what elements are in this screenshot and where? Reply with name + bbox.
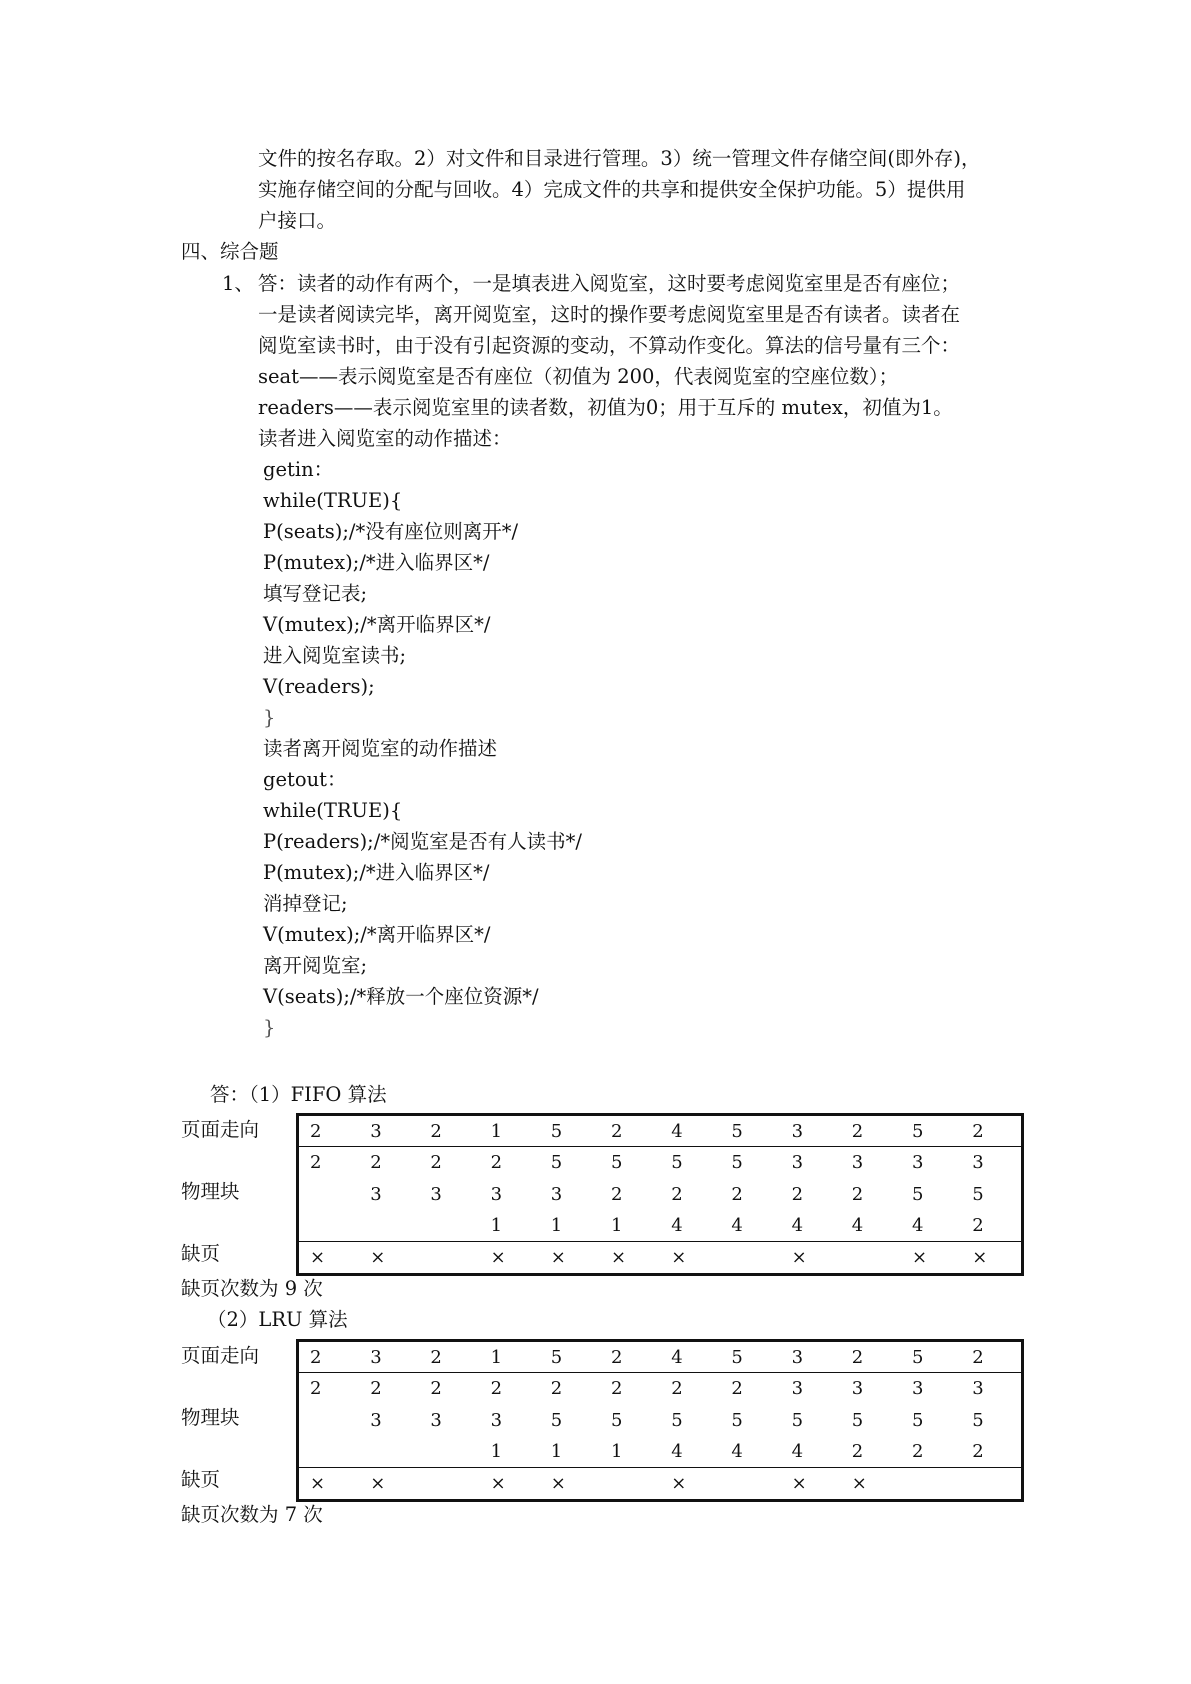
fifo-caption: 答：（1）FIFO 算法 — [210, 1083, 387, 1106]
lru-divider — [299, 1372, 1021, 1373]
code-line: V(mutex);/*离开临界区*/ — [263, 923, 491, 946]
code-line: getout： — [263, 768, 347, 791]
lru-cell-block-3: 1 — [550, 1441, 563, 1463]
fifo-cell-fault — [731, 1242, 791, 1274]
fifo-cell-block-1: 2 — [430, 1152, 442, 1174]
lru-cell-block-1: 3 — [912, 1378, 924, 1400]
lru-cell-block-2 — [310, 1405, 370, 1437]
fifo-cell-block-2: 3 — [430, 1183, 442, 1205]
fifo-cell-fault: × — [972, 1246, 988, 1268]
lru-cell-block-3 — [310, 1436, 370, 1468]
fifo-cell-sequence: 2 — [611, 1121, 623, 1142]
lru-cell-block-2: 5 — [791, 1409, 804, 1431]
fifo-cell-block-3: 1 — [490, 1215, 503, 1237]
lru-cell-sequence: 1 — [490, 1347, 503, 1368]
fifo-cell-block-2: 3 — [370, 1183, 382, 1205]
lru-cell-block-3: 2 — [851, 1441, 864, 1463]
fifo-cell-sequence: 2 — [430, 1121, 442, 1142]
intro-line-3: 户接口。 — [258, 209, 337, 232]
fifo-label-blocks: 物理块 — [181, 1180, 240, 1203]
lru-cell-block-1: 2 — [490, 1378, 503, 1400]
fifo-cell-sequence: 2 — [972, 1121, 984, 1142]
answer-line-2: 一是读者阅读完毕，离开阅览室，这时的操作要考虑阅览室里是否有读者。读者在 — [258, 303, 961, 326]
code-close-brace: } — [263, 1016, 276, 1039]
lru-cell-block-3: 2 — [912, 1441, 924, 1463]
answer-line-5: readers——表示阅览室里的读者数，初值为0；用于互斥的 mutex，初值为1。 — [258, 396, 953, 419]
fifo-label-fault: 缺页 — [181, 1242, 221, 1265]
lru-cell-block-2: 5 — [671, 1409, 683, 1431]
fifo-cell-block-2: 5 — [972, 1183, 984, 1205]
lru-cell-block-3 — [430, 1436, 490, 1468]
lru-label-sequence: 页面走向 — [181, 1344, 260, 1367]
lru-cell-block-1: 2 — [550, 1378, 563, 1400]
fifo-cell-block-3: 4 — [912, 1215, 924, 1237]
code-line: P(seats);/*没有座位则离开*/ — [263, 520, 519, 543]
fifo-cell-block-1: 2 — [310, 1152, 322, 1174]
lru-divider — [299, 1467, 1021, 1468]
lru-cell-block-1: 2 — [310, 1378, 322, 1400]
fifo-cell-block-2 — [310, 1179, 370, 1211]
lru-cell-block-1: 3 — [851, 1378, 864, 1400]
fifo-cell-block-1: 2 — [490, 1152, 503, 1174]
lru-cell-block-1: 2 — [611, 1378, 623, 1400]
fifo-cell-block-1: 3 — [912, 1152, 924, 1174]
lru-cell-block-2: 5 — [550, 1409, 563, 1431]
fifo-cell-block-2: 2 — [731, 1183, 743, 1205]
lru-cell-sequence: 5 — [550, 1347, 563, 1368]
code-close-brace: } — [263, 706, 276, 729]
fifo-cell-fault: × — [310, 1246, 326, 1268]
code-line: 进入阅览室读书; — [263, 644, 407, 667]
fifo-row-block-1 — [299, 1147, 1021, 1179]
lru-cell-fault — [731, 1468, 791, 1500]
fifo-cell-fault: × — [791, 1246, 807, 1268]
lru-cell-sequence: 5 — [731, 1347, 743, 1368]
fifo-cell-sequence: 3 — [791, 1121, 804, 1142]
fifo-cell-block-3 — [430, 1210, 490, 1242]
fifo-summary: 缺页次数为 9 次 — [181, 1277, 323, 1300]
fifo-cell-block-3 — [310, 1210, 370, 1242]
code-line: while(TRUE){ — [263, 489, 403, 512]
fifo-cell-block-2: 2 — [611, 1183, 623, 1205]
answer-line-4: seat——表示阅览室是否有座位（初值为 200，代表阅览室的空座位数）； — [258, 365, 899, 388]
fifo-cell-block-3: 1 — [550, 1215, 563, 1237]
lru-summary: 缺页次数为 7 次 — [181, 1503, 323, 1526]
fifo-cell-sequence: 3 — [370, 1121, 382, 1142]
lru-row-block-1 — [299, 1373, 1021, 1405]
fifo-label-sequence: 页面走向 — [181, 1118, 260, 1141]
lru-cell-block-3: 1 — [490, 1441, 503, 1463]
code-line: 离开阅览室; — [263, 954, 368, 977]
lru-cell-fault: × — [310, 1472, 326, 1494]
fifo-cell-sequence: 1 — [490, 1121, 503, 1142]
lru-cell-block-2: 5 — [972, 1409, 984, 1431]
lru-cell-block-2: 5 — [851, 1409, 864, 1431]
lru-cell-fault: × — [370, 1472, 386, 1494]
fifo-divider — [299, 1241, 1021, 1242]
lru-cell-block-2: 3 — [430, 1409, 442, 1431]
lru-cell-sequence: 2 — [972, 1347, 984, 1368]
lru-cell-block-1: 2 — [671, 1378, 683, 1400]
fifo-cell-block-3: 4 — [671, 1215, 683, 1237]
fifo-cell-sequence: 2 — [310, 1121, 322, 1142]
fifo-cell-block-3: 1 — [611, 1215, 623, 1237]
fifo-cell-fault: × — [611, 1246, 627, 1268]
code-line: P(mutex);/*进入临界区*/ — [263, 551, 490, 574]
lru-cell-block-2: 3 — [370, 1409, 382, 1431]
fifo-cell-block-2: 2 — [671, 1183, 683, 1205]
fifo-cell-block-2: 2 — [791, 1183, 804, 1205]
fifo-cell-fault — [852, 1242, 912, 1274]
intro-line-1: 文件的按名存取。2）对文件和目录进行管理。3）统一管理文件存储空间(即外存)， — [258, 147, 981, 170]
lru-row-block-2 — [299, 1405, 1021, 1437]
code-line: P(readers);/*阅览室是否有人读书*/ — [263, 830, 582, 853]
fifo-cell-sequence: 4 — [671, 1121, 683, 1142]
fifo-cell-block-1: 3 — [972, 1152, 984, 1174]
lru-cell-block-3 — [370, 1436, 430, 1468]
lru-cell-sequence: 3 — [791, 1347, 804, 1368]
fifo-cell-sequence: 2 — [851, 1121, 864, 1142]
fifo-cell-fault: × — [490, 1246, 506, 1268]
lru-cell-block-3: 4 — [791, 1441, 804, 1463]
code-line: getin： — [263, 458, 334, 481]
lru-cell-fault: × — [791, 1472, 807, 1494]
intro-line-2: 实施存储空间的分配与回收。4）完成文件的共享和提供安全保护功能。5）提供用 — [258, 178, 966, 201]
fifo-cell-block-1: 3 — [851, 1152, 864, 1174]
lru-row-block-3 — [299, 1436, 1021, 1468]
fifo-cell-block-3: 4 — [851, 1215, 864, 1237]
lru-row-sequence — [299, 1342, 1021, 1374]
fifo-cell-block-2: 5 — [912, 1183, 924, 1205]
fifo-cell-block-2: 3 — [550, 1183, 563, 1205]
lru-cell-block-3: 4 — [671, 1441, 683, 1463]
fifo-cell-fault — [430, 1242, 490, 1274]
lru-row-fault — [299, 1468, 1021, 1500]
lru-cell-sequence: 2 — [611, 1347, 623, 1368]
fifo-cell-block-1: 3 — [791, 1152, 804, 1174]
fifo-cell-block-1: 5 — [611, 1152, 623, 1174]
code-line: 读者离开阅览室的动作描述 — [263, 737, 498, 760]
lru-cell-fault — [972, 1468, 1032, 1500]
lru-cell-block-2: 5 — [912, 1409, 924, 1431]
fifo-cell-block-2: 3 — [490, 1183, 503, 1205]
code-line: while(TRUE){ — [263, 799, 403, 822]
fifo-row-fault — [299, 1242, 1021, 1274]
lru-page-table — [296, 1339, 1024, 1502]
lru-cell-fault: × — [851, 1472, 867, 1494]
code-line: V(readers); — [263, 675, 375, 698]
lru-cell-sequence: 5 — [912, 1347, 924, 1368]
lru-label-fault: 缺页 — [181, 1468, 221, 1491]
lru-cell-sequence: 2 — [310, 1347, 322, 1368]
lru-cell-fault — [912, 1468, 972, 1500]
answer-line-6: 读者进入阅览室的动作描述： — [258, 427, 512, 450]
fifo-cell-fault: × — [912, 1246, 928, 1268]
fifo-cell-fault: × — [550, 1246, 566, 1268]
code-line: 消掉登记; — [263, 892, 348, 915]
lru-cell-sequence: 2 — [430, 1347, 442, 1368]
fifo-cell-block-1: 5 — [671, 1152, 683, 1174]
fifo-cell-block-3: 2 — [972, 1215, 984, 1237]
lru-cell-block-3: 1 — [611, 1441, 623, 1463]
fifo-cell-block-3: 4 — [791, 1215, 804, 1237]
lru-cell-fault: × — [671, 1472, 687, 1494]
lru-cell-block-2: 5 — [611, 1409, 623, 1431]
lru-cell-block-1: 2 — [731, 1378, 743, 1400]
lru-cell-sequence: 4 — [671, 1347, 683, 1368]
code-line: V(mutex);/*离开临界区*/ — [263, 613, 491, 636]
code-line: 填写登记表; — [263, 582, 368, 605]
code-line: V(seats);/*释放一个座位资源*/ — [263, 985, 539, 1008]
lru-cell-sequence: 3 — [370, 1347, 382, 1368]
lru-cell-fault — [430, 1468, 490, 1500]
answer-line-1: 答：读者的动作有两个，一是填表进入阅览室，这时要考虑阅览室里是否有座位； — [258, 272, 961, 295]
lru-cell-block-3: 4 — [731, 1441, 743, 1463]
lru-cell-block-1: 2 — [370, 1378, 382, 1400]
lru-cell-fault: × — [550, 1472, 566, 1494]
fifo-row-sequence — [299, 1116, 1021, 1148]
question-number: 1、 — [222, 272, 254, 295]
fifo-cell-fault: × — [671, 1246, 687, 1268]
fifo-cell-block-2: 2 — [851, 1183, 864, 1205]
fifo-page-table — [296, 1113, 1024, 1276]
fifo-cell-fault: × — [370, 1246, 386, 1268]
lru-cell-fault — [611, 1468, 671, 1500]
fifo-cell-block-1: 2 — [370, 1152, 382, 1174]
fifo-row-block-3 — [299, 1210, 1021, 1242]
fifo-cell-sequence: 5 — [912, 1121, 924, 1142]
fifo-cell-block-1: 5 — [731, 1152, 743, 1174]
lru-cell-block-1: 2 — [430, 1378, 442, 1400]
fifo-cell-sequence: 5 — [731, 1121, 743, 1142]
lru-label-blocks: 物理块 — [181, 1406, 240, 1429]
lru-cell-fault: × — [490, 1472, 506, 1494]
answer-line-3: 阅览室读书时，由于没有引起资源的变动，不算动作变化。算法的信号量有三个： — [258, 334, 961, 357]
lru-cell-sequence: 2 — [851, 1347, 864, 1368]
fifo-divider — [299, 1146, 1021, 1147]
lru-caption: （2）LRU 算法 — [207, 1308, 348, 1331]
section-heading: 四、综合题 — [181, 240, 279, 263]
fifo-cell-block-3 — [370, 1210, 430, 1242]
lru-cell-block-3: 2 — [972, 1441, 984, 1463]
lru-cell-block-2: 5 — [731, 1409, 743, 1431]
fifo-cell-block-1: 5 — [550, 1152, 563, 1174]
fifo-cell-block-3: 4 — [731, 1215, 743, 1237]
lru-cell-block-2: 3 — [490, 1409, 503, 1431]
lru-cell-block-1: 3 — [972, 1378, 984, 1400]
fifo-cell-sequence: 5 — [550, 1121, 563, 1142]
fifo-row-block-2 — [299, 1179, 1021, 1211]
lru-cell-block-1: 3 — [791, 1378, 804, 1400]
code-line: P(mutex);/*进入临界区*/ — [263, 861, 490, 884]
